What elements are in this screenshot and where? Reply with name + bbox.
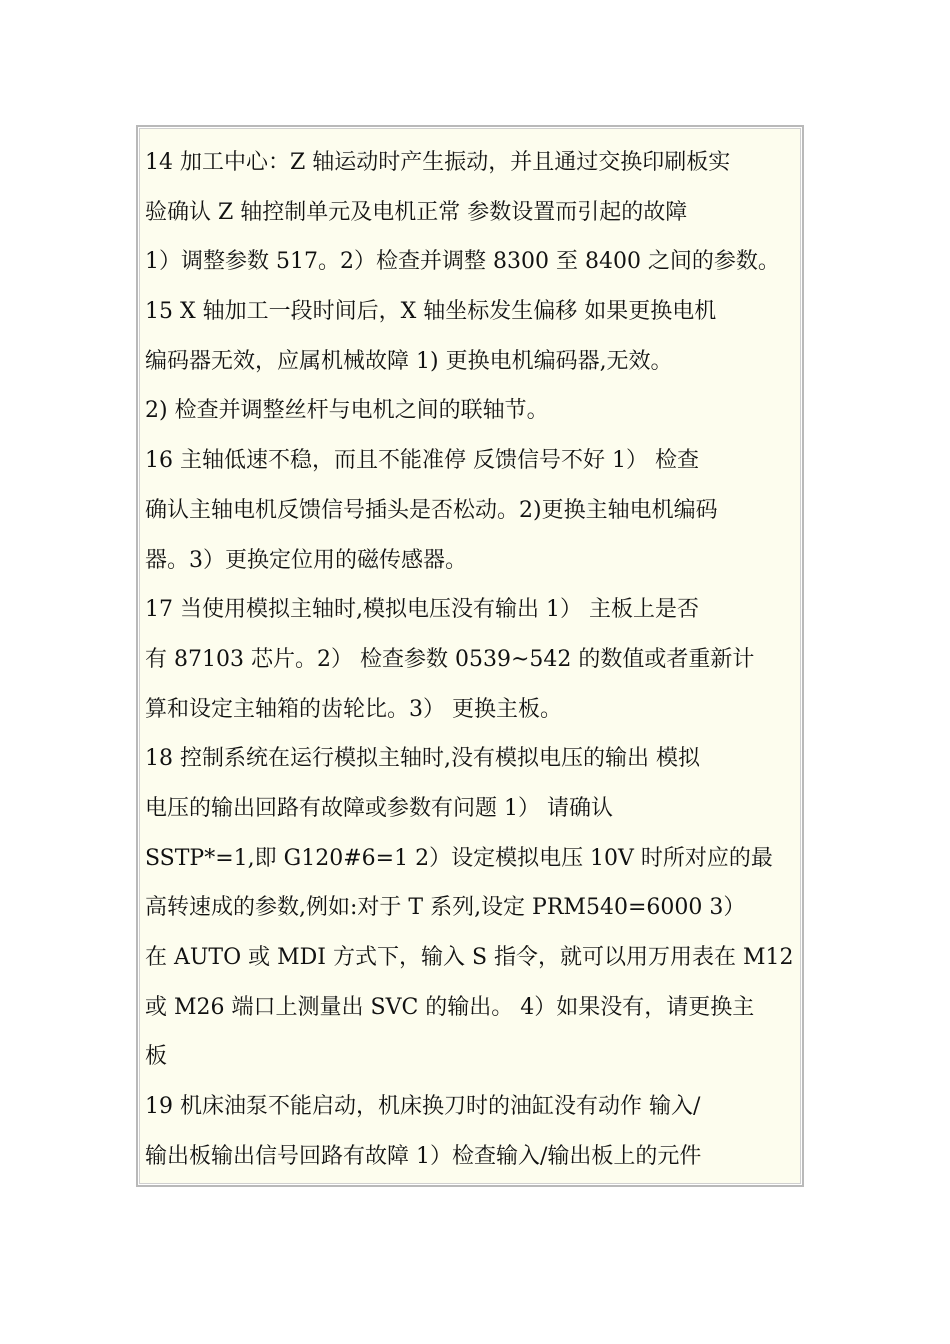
text-line: 编码器无效，应属机械故障 1) 更换电机编码器,无效。 xyxy=(145,348,673,374)
text-line: SSTP*=1,即 G120#6=1 2）设定模拟电压 10V 时所对应的最 xyxy=(145,845,773,871)
text-line: 有 87103 芯片。2） 检查参数 0539~542 的数值或者重新计 xyxy=(145,646,755,672)
text-line: 输出板输出信号回路有故障 1）检查输入/输出板上的元件 xyxy=(145,1143,702,1169)
table-cell xyxy=(139,128,801,1184)
document-table xyxy=(136,125,804,1187)
text-line: 1）调整参数 517。2）检查并调整 8300 至 8400 之间的参数。 xyxy=(145,249,780,275)
text-line: 算和设定主轴箱的齿轮比。3） 更换主板。 xyxy=(145,696,562,722)
text-line: 电压的输出回路有故障或参数有问题 1） 请确认 xyxy=(145,795,613,821)
text-line: 确认主轴电机反馈信号插头是否松动。2)更换主轴电机编码 xyxy=(145,497,718,523)
text-line: 高转速成的参数,例如:对于 T 系列,设定 PRM540=6000 3） xyxy=(145,895,746,921)
text-line: 15 X 轴加工一段时间后，X 轴坐标发生偏移 如果更换电机 xyxy=(145,299,717,325)
text-line: 板 xyxy=(145,1044,168,1070)
text-line: 16 主轴低速不稳，而且不能准停 反馈信号不好 1） 检查 xyxy=(145,448,699,474)
text-line: 验确认 Z 轴控制单元及电机正常 参数设置而引起的故障 xyxy=(145,199,688,225)
text-line: 17 当使用模拟主轴时,模拟电压没有输出 1） 主板上是否 xyxy=(145,597,699,623)
text-line: 在 AUTO 或 MDI 方式下，输入 S 指令，就可以用万用表在 M12 xyxy=(145,945,794,970)
text-line: 14 加工中心：Z 轴运动时产生振动，并且通过交换印刷板实 xyxy=(145,150,731,175)
text-line: 或 M26 端口上测量出 SVC 的输出。 4）如果没有，请更换主 xyxy=(145,994,755,1020)
text-line: 2) 检查并调整丝杆与电机之间的联轴节。 xyxy=(145,398,549,424)
text-line: 19 机床油泵不能启动，机床换刀时的油缸没有动作 输入/ xyxy=(145,1094,701,1120)
text-line: 器。3）更换定位用的磁传感器。 xyxy=(145,547,467,573)
text-line: 18 控制系统在运行模拟主轴时,没有模拟电压的输出 模拟 xyxy=(145,746,700,772)
